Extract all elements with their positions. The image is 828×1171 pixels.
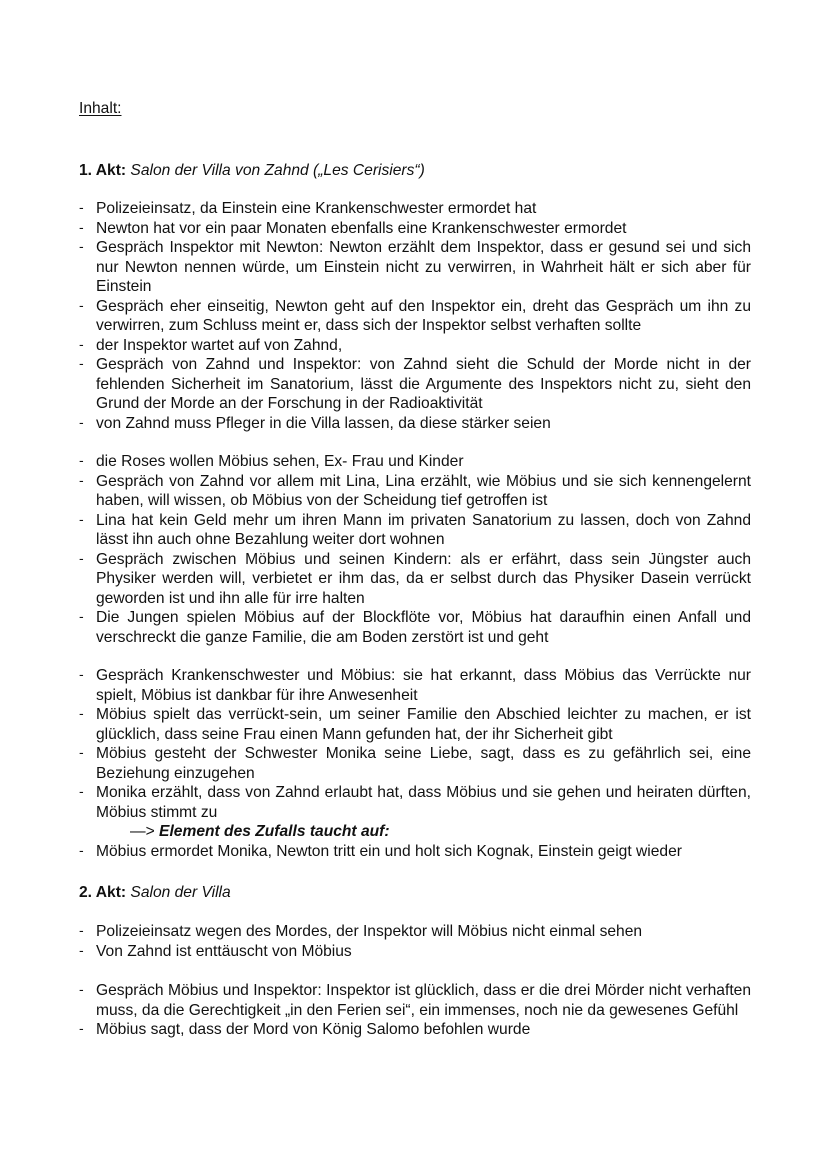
bullet-dash-icon: - <box>79 1020 84 1036</box>
list-item: - Gespräch Inspektor mit Newton: Newton erzählt dem Inspektor, dass er gesund sei und sich nur Newton nennen würde, um Einstein nicht zu verwirren, in Wahrheit hält er sich aber für Einstein <box>79 238 751 295</box>
bullet-dash-icon: - <box>79 705 84 721</box>
list-item: - Monika erzählt, dass von Zahnd erlaubt hat, dass Möbius und sie gehen und heiraten dürften, Möbius stimmt zu <box>79 783 751 821</box>
contents-heading: Inhalt: <box>79 100 122 117</box>
highlight-note <box>79 822 751 842</box>
note-text: Element des Zufalls taucht auf: <box>159 823 390 840</box>
list-item: - Möbius gesteht der Schwester Monika seine Liebe, sagt, dass es zu gefährlich sei, eine Beziehung einzugehen <box>79 744 751 782</box>
bullet-dash-icon: - <box>79 452 84 468</box>
act-2-location: Salon der Villa <box>130 884 231 901</box>
bullet-dash-icon: - <box>79 981 84 997</box>
act-1-location: Salon der Villa von Zahnd („Les Cerisiers“) <box>130 162 425 179</box>
act-1-heading <box>79 161 425 181</box>
act-1-group-1 <box>79 199 751 433</box>
bullet-dash-icon: - <box>79 510 84 527</box>
list-item: - Gespräch von Zahnd und Inspektor: von Zahnd sieht die Schuld der Morde nicht in der fehlenden Sicherheit im Sanatorium, lässt die Argumente des Inspektors nicht zu, sieht den Grund der Morde an der Forschung in der Radioaktivität <box>79 355 751 412</box>
bullet-dash-icon: - <box>79 841 84 858</box>
list-item: - Möbius spielt das verrückt-sein, um seiner Familie den Abschied leichter zu machen, er ist glücklich, dass seine Frau einen Mann gefunden hat, der ihr Sicherheit gibt <box>79 705 751 743</box>
act-1-group-2 <box>79 452 751 647</box>
act-1-number: 1. Akt: <box>79 162 127 179</box>
list-item: - Gespräch eher einseitig, Newton geht auf den Inspektor ein, dreht das Gespräch um ihn zu verwirren, zum Schluss meint er, dass sich der Inspektor selbst verhaften sollte <box>79 296 751 334</box>
act-2-number: 2. Akt: <box>79 884 127 901</box>
list-item: - Polizeieinsatz, da Einstein eine Krankenschwester ermordet hat <box>79 199 537 217</box>
bullet-dash-icon: - <box>79 355 84 371</box>
list-item: - Gespräch zwischen Möbius und seinen Kindern: als er erfährt, dass sein Jüngster auch Physiker werden will, verbietet er ihm das, da er selbst durch das Physiker Dasein verrückt geworden ist und ihn alle für irre halten <box>79 549 751 607</box>
bullet-dash-icon: - <box>79 296 84 313</box>
bullet-dash-icon: - <box>79 199 84 215</box>
bullet-dash-icon: - <box>79 744 84 760</box>
list-item: - der Inspektor wartet auf von Zahnd, <box>79 335 343 354</box>
bullet-dash-icon: - <box>79 471 84 488</box>
list-item: - Gespräch von Zahnd vor allem mit Lina, Lina erzählt, wie Möbius und sie sich kennengelernt haben, will wissen, ob Möbius von der Scheidung tief getroffen ist <box>79 471 751 509</box>
list-item: - von Zahnd muss Pfleger in die Villa lassen, da diese stärker seien <box>79 413 551 432</box>
list-item: - Gespräch Krankenschwester und Möbius: sie hat erkannt, dass Möbius das Verrückte nur spielt, Möbius ist dankbar für ihre Anwesenheit <box>79 666 751 704</box>
bullet-dash-icon: - <box>79 549 84 566</box>
list-item: - Gespräch Möbius und Inspektor: Inspektor ist glücklich, dass er die drei Mörder nicht verhaften muss, da die Gerechtigkeit „in den Ferien sei“, ein immenses, noch nie da gewesenes Gefühl <box>79 981 751 1019</box>
arrow-right-icon: —> <box>130 823 155 840</box>
list-item: - Lina hat kein Geld mehr um ihren Mann im privaten Sanatorium zu lassen, doch von Zahnd lässt ihn auch ohne Bezahlung weiter dort wohnen <box>79 510 751 548</box>
act-1-group-3 <box>79 666 751 861</box>
list-item: - Von Zahnd ist enttäuscht von Möbius <box>79 941 352 960</box>
bullet-dash-icon: - <box>79 413 84 430</box>
bullet-dash-icon: - <box>79 922 84 938</box>
bullet-dash-icon: - <box>79 783 84 799</box>
bullet-dash-icon: - <box>79 666 84 682</box>
list-item: - Polizeieinsatz wegen des Mordes, der Inspektor will Möbius nicht einmal sehen <box>79 922 643 940</box>
bullet-dash-icon: - <box>79 608 84 624</box>
list-item: - Möbius sagt, dass der Mord von König Salomo befohlen wurde <box>79 1020 531 1038</box>
act-2-heading <box>79 883 231 903</box>
act-2-group-2 <box>79 981 751 1040</box>
list-item: - Möbius ermordet Monika, Newton tritt ein und holt sich Kognak, Einstein geigt wieder <box>79 841 682 860</box>
act-2-group-1 <box>79 922 751 961</box>
bullet-dash-icon: - <box>79 335 84 352</box>
list-item: - die Roses wollen Möbius sehen, Ex- Frau und Kinder <box>79 452 464 470</box>
bullet-dash-icon: - <box>79 941 84 958</box>
list-item: - Die Jungen spielen Möbius auf der Blockflöte vor, Möbius hat daraufhin einen Anfall und verschreckt die ganze Familie, die am Boden zerstört ist und geht <box>79 608 751 646</box>
bullet-dash-icon: - <box>79 218 84 235</box>
list-item: - Newton hat vor ein paar Monaten ebenfalls eine Krankenschwester ermordet <box>79 218 627 237</box>
bullet-dash-icon: - <box>79 238 84 254</box>
